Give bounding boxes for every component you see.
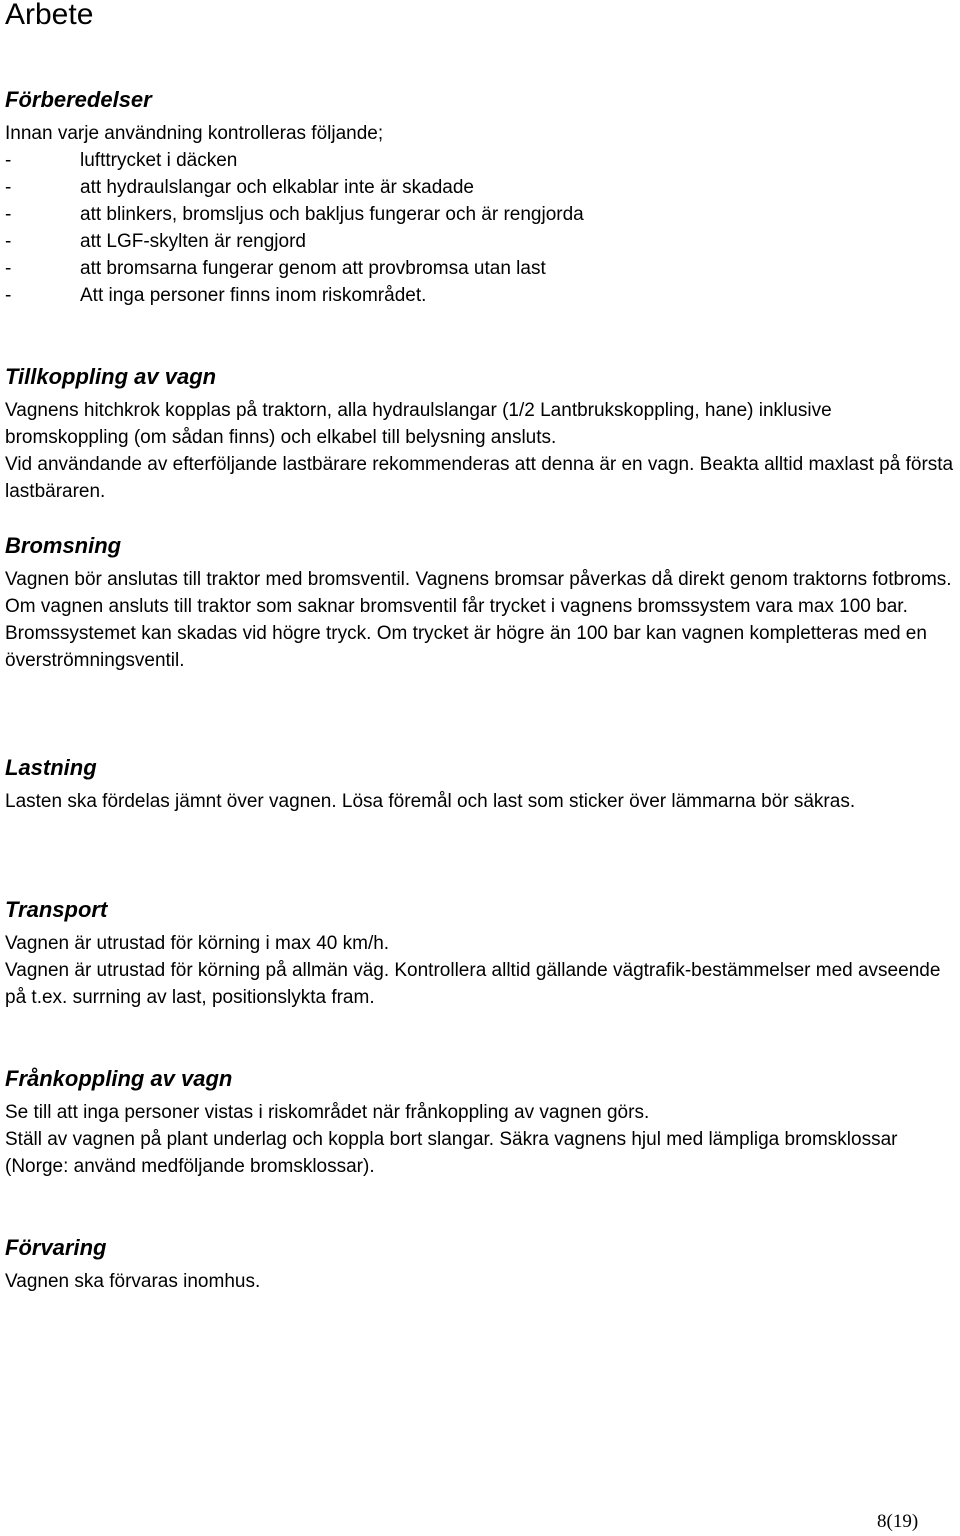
bullet-dash: -	[5, 258, 12, 279]
list-item	[5, 201, 955, 228]
list-item	[5, 228, 955, 255]
list-item	[5, 174, 955, 201]
section-heading-transport: Transport	[5, 897, 108, 922]
paragraph: Lasten ska fördelas jämnt över vagnen. Lösa föremål och last som sticker över lämmarna bör säkras.	[5, 791, 856, 812]
list-item-text: att blinkers, bromsljus och bakljus fungerar och är rengjorda	[80, 204, 584, 225]
list-item	[5, 147, 955, 174]
paragraph: Vagnen är utrustad för körning på allmän väg. Kontrollera alltid gällande vägtrafik-bestämmelser med avseende på t.ex. surrning av last, positionslykta fram.	[5, 960, 941, 1008]
bullet-dash: -	[5, 204, 12, 225]
paragraph: Se till att inga personer vistas i riskområdet när frånkoppling av vagnen görs.	[5, 1102, 650, 1123]
list-item-text: Att inga personer finns inom riskområdet.	[80, 285, 427, 306]
paragraph: Vid användande av efterföljande lastbärare rekommenderas att denna är en vagn. Beakta alltid maxlast på första lastbäraren.	[5, 454, 954, 502]
list-item-text: att bromsarna fungerar genom att provbromsa utan last	[80, 258, 546, 279]
section-tillkoppling	[5, 363, 955, 505]
paragraph: Ställ av vagnen på plant underlag och koppla bort slangar. Säkra vagnens hjul med lämpliga bromsklossar (Norge: använd medföljande bromsklossar).	[5, 1129, 898, 1177]
list-item-text: att hydraulslangar och elkablar inte är skadade	[80, 177, 474, 198]
section-frankoppling	[5, 1065, 955, 1180]
section-forvaring	[5, 1234, 955, 1295]
section-forberedelser	[5, 86, 955, 309]
list-item-text: att LGF-skylten är rengjord	[80, 231, 306, 252]
section-heading-lastning: Lastning	[5, 755, 97, 780]
paragraph: Om vagnen ansluts till traktor som saknar bromsventil får trycket i vagnens bromssystem vara max 100 bar. Bromssystemet kan skadas vid högre tryck. Om trycket är högre än 100 bar kan vagnen kompletteras med en överströmningsventil.	[5, 596, 927, 671]
list-item	[5, 255, 955, 282]
section-heading-bromsning: Bromsning	[5, 533, 122, 558]
checklist	[5, 147, 955, 309]
bullet-dash: -	[5, 231, 12, 252]
page-number: 8(19)	[877, 1511, 919, 1532]
section-transport	[5, 896, 955, 1011]
section-heading-forberedelser: Förberedelser	[5, 87, 152, 112]
paragraph: Vagnen bör anslutas till traktor med bromsventil. Vagnens bromsar påverkas då direkt genom traktorns fotbroms.	[5, 569, 952, 590]
page-title: Arbete	[5, 0, 94, 31]
paragraph: Vagnen är utrustad för körning i max 40 km/h.	[5, 933, 390, 954]
bullet-dash: -	[5, 177, 12, 198]
section-heading-frankoppling: Frånkoppling av vagn	[5, 1066, 233, 1091]
bullet-dash: -	[5, 285, 12, 306]
list-item-text: lufttrycket i däcken	[80, 150, 238, 171]
list-item	[5, 282, 955, 309]
intro-text: Innan varje användning kontrolleras följande;	[5, 123, 384, 144]
section-heading-tillkoppling: Tillkoppling av vagn	[5, 364, 217, 389]
paragraph: Vagnen ska förvaras inomhus.	[5, 1271, 261, 1292]
section-bromsning	[5, 532, 955, 674]
bullet-dash: -	[5, 150, 12, 171]
section-lastning	[5, 754, 955, 815]
paragraph: Vagnens hitchkrok kopplas på traktorn, alla hydraulslangar (1/2 Lantbrukskoppling, hane) inklusive bromskoppling (om sådan finns) och elkabel till belysning ansluts.	[5, 400, 832, 448]
section-heading-forvaring: Förvaring	[5, 1235, 107, 1260]
